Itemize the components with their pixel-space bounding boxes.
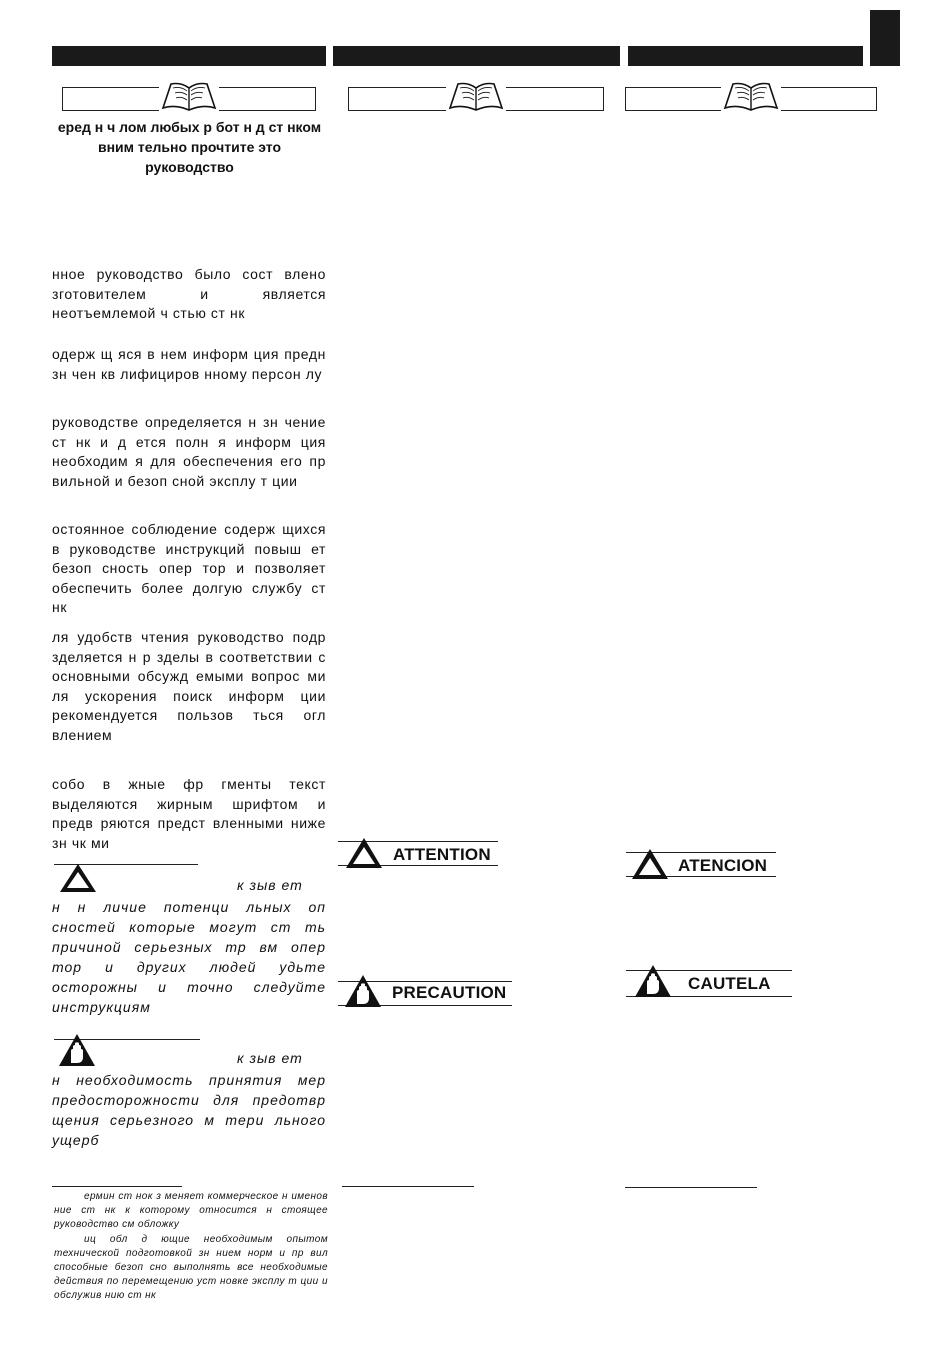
compliance-paragraph: остоянное соблюдение содерж щихся в руководстве инструкций повыш ет безоп сность опер тор и позволяет обеспечить более долгую службу ст нк — [52, 521, 326, 616]
footnote-divider — [52, 1186, 182, 1187]
warning-triangle-icon — [344, 836, 384, 870]
precaution-label: PRECAUTION — [392, 983, 507, 1002]
caution-text: н необходимость принятия мер предосторожности для предотвр щения серьезного м тери льного ущерб — [52, 1072, 326, 1148]
warning-triangle-icon — [630, 847, 670, 881]
open-book-icon — [159, 80, 219, 112]
warning-text: н н личие потенци льных оп сностей которые могут ст ть причиной серьезных тр вм опер тор и других людей удьте осторожны и точно следуйте инструкциям — [52, 899, 326, 1015]
attention-label: ATTENTION — [393, 845, 491, 864]
page-title: еред н ч лом любых р бот н д ст нком вним тельно прочтите это руководство — [57, 119, 322, 175]
open-book-icon — [446, 80, 506, 112]
warning-triangle-icon — [58, 862, 98, 894]
footnote-2: иц обл д ющие необходимым опытом технической подготовкой зн нием норм и пр вил способные безоп сно выполнять все необходимые действия по перемещению уст новке эксплу т ции и обслужив нию ст нк — [54, 1234, 328, 1301]
header-bar-spanish — [628, 46, 863, 66]
intro-paragraph: нное руководство было сост влено зготовителем и является неотъемлемой ч стью ст нк — [52, 266, 326, 322]
caution-lead: к зыв ет — [237, 1050, 303, 1066]
read-manual-row-french — [348, 87, 604, 111]
header-bar-french — [333, 46, 620, 66]
warning-lead: к зыв ет — [237, 877, 303, 893]
purpose-paragraph: руководстве определяется н зн чение ст нк и д ется полн я информ ция необходим я для обеспечения его пр вильной и безоп сной эксплу т ции — [52, 414, 326, 489]
open-book-icon — [721, 80, 781, 112]
structure-paragraph: ля удобств чтения руководство подр зделяется н р зделы в соответствии с основными обсужд емыми вопрос ми ля ускорения поиск информ ции рекомендуется пользов ться огл влением — [52, 629, 326, 743]
symbols-paragraph: собо в жные фр гменты текст выделяются жирным шрифтом и предв ряются предст вленными ниже зн чк ми — [52, 776, 326, 851]
intro-paragraph-2: одерж щ яся в нем информ ция предн зн чен кв лифициров нному персон лу — [52, 346, 326, 382]
language-tab-marker — [870, 10, 900, 66]
header-bar-russian — [52, 46, 326, 66]
hand-stop-icon — [344, 974, 382, 1008]
hand-stop-icon — [58, 1033, 96, 1067]
atencion-label: ATENCION — [678, 856, 768, 875]
hand-stop-icon — [634, 964, 672, 998]
footnote-divider — [342, 1186, 474, 1187]
read-manual-row-spanish — [625, 87, 877, 111]
footnote-1: ермин ст нок з меняет коммерческое н именов ние ст нк к которому относится н стоящее руководство см обложку — [54, 1191, 328, 1230]
footnote-divider — [625, 1187, 757, 1188]
cautela-label: CAUTELA — [688, 974, 771, 993]
read-manual-row-russian — [62, 87, 316, 111]
